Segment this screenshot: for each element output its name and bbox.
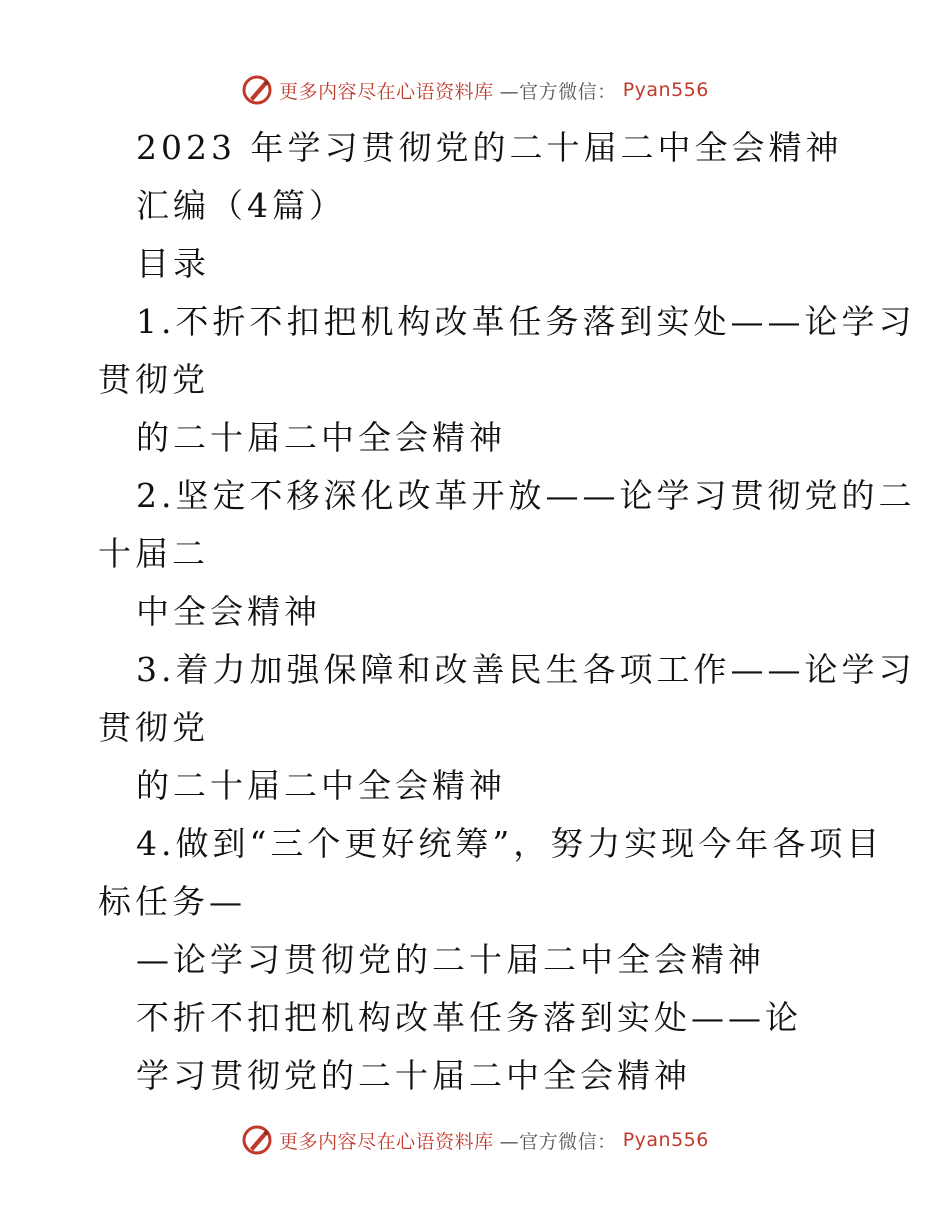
toc-item-3-line-2: 贯彻党 bbox=[98, 708, 209, 747]
watermark-separator: —官方微信： bbox=[499, 80, 617, 103]
watermark-wechat: Pyan556 bbox=[622, 79, 709, 101]
toc-item-3-line-1: 3.着力加强保障和改善民生各项工作——论学习 bbox=[136, 650, 916, 689]
watermark-text: 更多内容尽在心语资料库 bbox=[279, 80, 494, 103]
watermark-text: 更多内容尽在心语资料库 bbox=[279, 1130, 494, 1153]
toc-item-4-line-1: 4.做到“三个更好统筹”，努力实现今年各项目 bbox=[136, 824, 884, 863]
article-title-line-2: 学习贯彻党的二十届二中全会精神 bbox=[136, 1056, 691, 1095]
toc-item-4-line-3: —论学习贯彻党的二十届二中全会精神 bbox=[136, 940, 765, 979]
document-title-line-1: 2023 年学习贯彻党的二十届二中全会精神 bbox=[136, 128, 843, 167]
toc-item-4-line-2: 标任务— bbox=[98, 882, 246, 921]
toc-item-1-line-2: 贯彻党 bbox=[98, 360, 209, 399]
pen-logo-icon bbox=[241, 1124, 273, 1156]
watermark-wechat: Pyan556 bbox=[622, 1129, 709, 1151]
toc-item-3-line-3: 的二十届二中全会精神 bbox=[136, 766, 506, 805]
toc-item-2-line-3: 中全会精神 bbox=[136, 592, 321, 631]
watermark-separator: —官方微信： bbox=[499, 1130, 617, 1153]
document-title-line-2: 汇编（4篇） bbox=[136, 186, 346, 225]
toc-item-1-line-3: 的二十届二中全会精神 bbox=[136, 418, 506, 457]
footer-watermark bbox=[0, 1124, 950, 1156]
header-watermark bbox=[0, 74, 950, 106]
article-title-line-1: 不折不扣把机构改革任务落到实处——论 bbox=[136, 998, 802, 1037]
pen-logo-icon bbox=[241, 74, 273, 106]
toc-item-2-line-1: 2.坚定不移深化改革开放——论学习贯彻党的二 bbox=[136, 476, 916, 515]
toc-item-2-line-2: 十届二 bbox=[98, 534, 209, 573]
toc-item-1-line-1: 1.不折不扣把机构改革任务落到实处——论学习 bbox=[136, 302, 916, 341]
toc-heading: 目录 bbox=[136, 244, 210, 283]
